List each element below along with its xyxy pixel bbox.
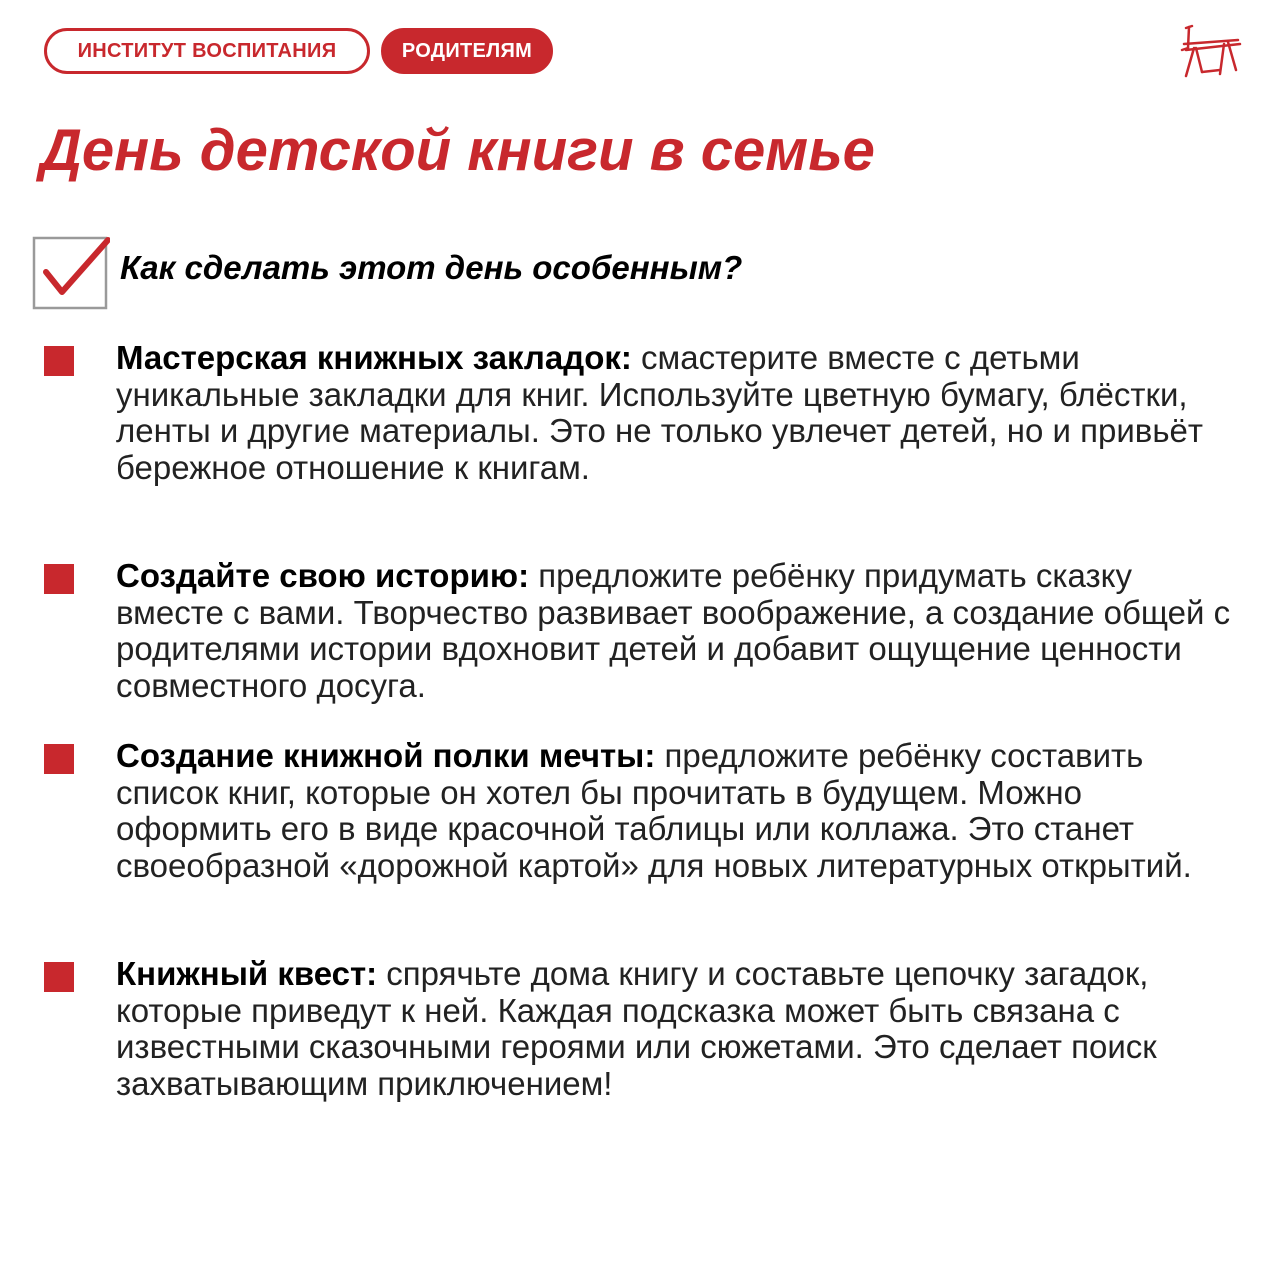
square-bullet-icon xyxy=(44,962,74,992)
tag-institute: ИНСТИТУТ ВОСПИТАНИЯ xyxy=(44,28,370,74)
item-text xyxy=(116,956,1236,1102)
page-title: День детской книги в семье xyxy=(40,118,875,183)
item-text xyxy=(116,738,1236,884)
item-description: предложите ребёнку составить список книг, которые он хотел бы прочитать в будущем. Можно оформить его в виде красочной таблицы или коллажа. Это станет своеобразной «дорожной картой» для новых литературных открытий. xyxy=(116,737,1192,884)
item-title: Мастерская книжных закладок: xyxy=(116,339,632,376)
tag-parents: РОДИТЕЛЯМ xyxy=(381,28,553,74)
section-subtitle: Как сделать этот день особенным? xyxy=(120,249,743,286)
square-bullet-icon xyxy=(44,564,74,594)
item-title: Создайте свою историю: xyxy=(116,557,530,594)
chair-sketch-icon xyxy=(1180,24,1244,80)
header-tags xyxy=(44,28,553,74)
item-description: предложите ребёнку придумать сказку вместе с вами. Творчество развивает воображение, а создание общей с родителями истории вдохновит детей и добавит ощущение ценности совместного досуга. xyxy=(116,557,1231,704)
item-text xyxy=(116,558,1236,704)
item-title: Создание книжной полки мечты: xyxy=(116,737,656,774)
square-bullet-icon xyxy=(44,346,74,376)
item-description: спрячьте дома книгу и составьте цепочку загадок, которые приведут к ней. Каждая подсказка может быть связана с известными сказочными героями или сюжетами. Это сделает поиск захватывающим приключением! xyxy=(116,955,1157,1102)
item-title: Книжный квест: xyxy=(116,955,378,992)
item-text xyxy=(116,340,1236,486)
square-bullet-icon xyxy=(44,744,74,774)
checkmark-icon xyxy=(32,234,110,312)
item-description: смастерите вместе с детьми уникальные закладки для книг. Используйте цветную бумагу, блёстки, ленты и другие материалы. Это не только увлечет детей, но и привьёт бережное отношение к книгам. xyxy=(116,339,1204,486)
